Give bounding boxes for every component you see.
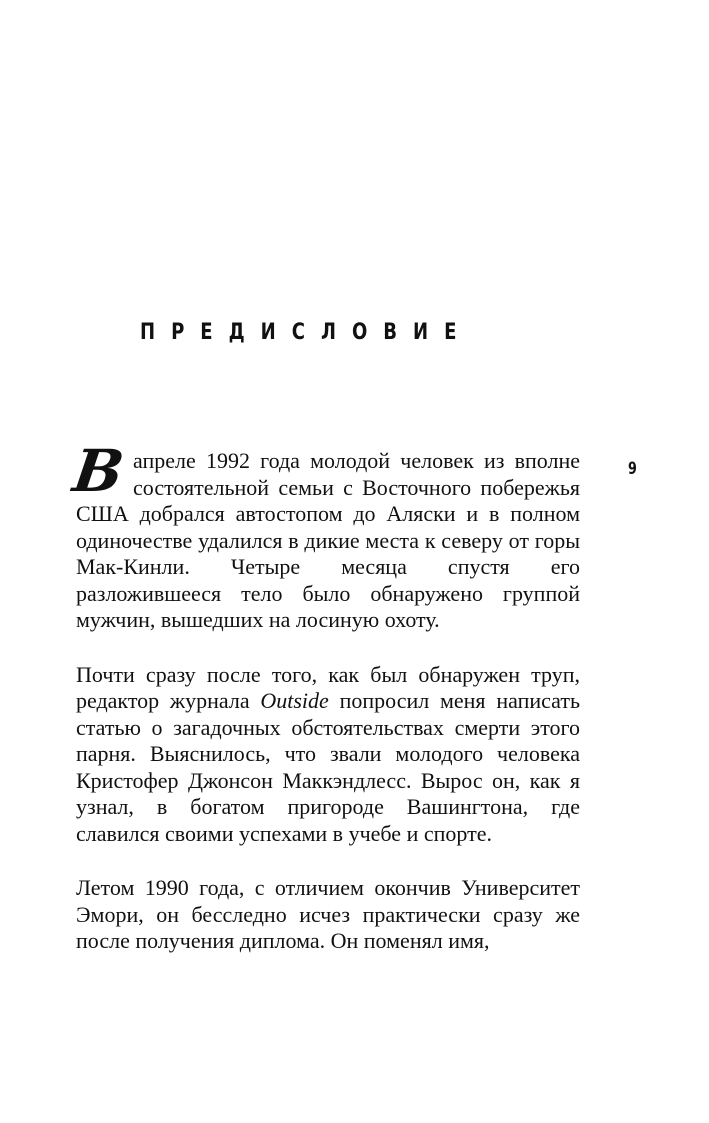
paragraph-2 xyxy=(76,662,580,848)
paragraph-3-text: Летом 1990 года, с отличием окончив Университет Эмори, он бесследно исчез практически сразу же после получения диплома. Он поменял имя, xyxy=(76,875,580,953)
paragraph-2-text-after: попросил меня написать статью о загадочных обстоятельствах смерти этого парня. Выяснилось, что звали молодого человека Кристофер Джонсон Маккэндлесс. Вырос он, как я узнал, в богатом пригороде Вашингтона, где славился своими успехами в учебе и спорте. xyxy=(76,688,580,846)
page-number: 9 xyxy=(628,459,637,479)
paragraph-1 xyxy=(69,437,580,634)
paragraph-2-text-before: Почти сразу после того, как был обнаружен труп, редактор журнала xyxy=(76,661,580,713)
magazine-name: Outside xyxy=(260,688,329,713)
drop-cap-letter: В xyxy=(69,437,128,505)
body-text xyxy=(69,437,580,983)
paragraph-3 xyxy=(76,875,580,955)
chapter-title: ПРЕДИСЛОВИЕ xyxy=(140,320,473,345)
paragraph-1-text: апреле 1992 года молодой человек из вполне состоятельной семьи с Восточного побережья США добрался автостопом до Аляски и в полном одиночестве удалился в дикие места к северу от горы Мак-Кинли. Четыре месяца спустя его разложившееся тело было обнаружено группой мужчин, вышедших на лосиную охоту. xyxy=(76,448,580,632)
